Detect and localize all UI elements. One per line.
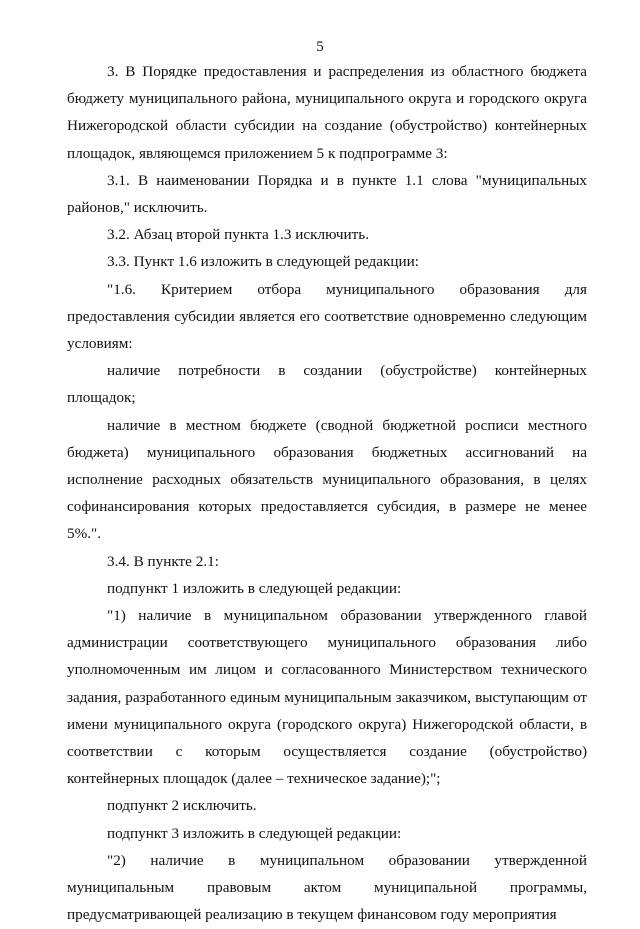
- document-body: [67, 58, 587, 929]
- paragraph-3-4: 3.4. В пункте 2.1:: [107, 552, 219, 570]
- paragraph-subitem-1-text: "1) наличие в муниципальном образовании утвержденного главой администрации соответствующего муниципального образования либо уполномоченным им лицом и согласованного Министерством технического задания, разработанного единым муниципальным заказчиком, выступающим от имени муниципального округа (городского округа) Нижегородской области, в соответствии с которым осуществляется создание (обустройство) контейнерных площадок (далее – техническое задание);";: [67, 607, 587, 788]
- page-number: 5: [316, 39, 324, 55]
- paragraph-subitem-2-exclude: подпункт 2 исключить.: [107, 797, 257, 815]
- paragraph-subitem-2-text: "2) наличие в муниципальном образовании утвержденной муниципальным правовым актом муниципальной программы, предусматривающей реализацию в текущем финансовом году мероприятия: [67, 851, 587, 924]
- paragraph-1-6: "1.6. Критерием отбора муниципального образования для предоставления субсидии является его соответствие одновременно следующим условиям:: [67, 280, 587, 353]
- paragraph-subitem-3-intro: подпункт 3 изложить в следующей редакции:: [107, 824, 402, 842]
- paragraph-3-2: 3.2. Абзац второй пункта 1.3 исключить.: [107, 226, 369, 244]
- paragraph-3: 3. В Порядке предоставления и распределения из областного бюджета бюджету муниципального района, муниципального округа и городского округа Нижегородской области субсидии на создание (обустройство) контейнерных площадок, являющемся приложением 5 к подпрограмме 3:: [67, 63, 587, 162]
- paragraph-3-3: 3.3. Пункт 1.6 изложить в следующей редакции:: [107, 253, 420, 271]
- paragraph-condition-budget: наличие в местном бюджете (сводной бюджетной росписи местного бюджета) муниципального образования бюджетных ассигнований на исполнение расходных обязательств муниципального образования, в целях софинансирования которых предоставляется субсидия, в размере не менее 5%.".: [67, 416, 587, 543]
- paragraph-3-1: 3.1. В наименовании Порядка и в пункте 1.1 слова "муниципальных районов," исключить.: [67, 171, 587, 217]
- paragraph-condition-need: наличие потребности в создании (обустройстве) контейнерных площадок;: [67, 362, 587, 407]
- paragraph-subitem-1-intro: подпункт 1 изложить в следующей редакции:: [107, 579, 402, 597]
